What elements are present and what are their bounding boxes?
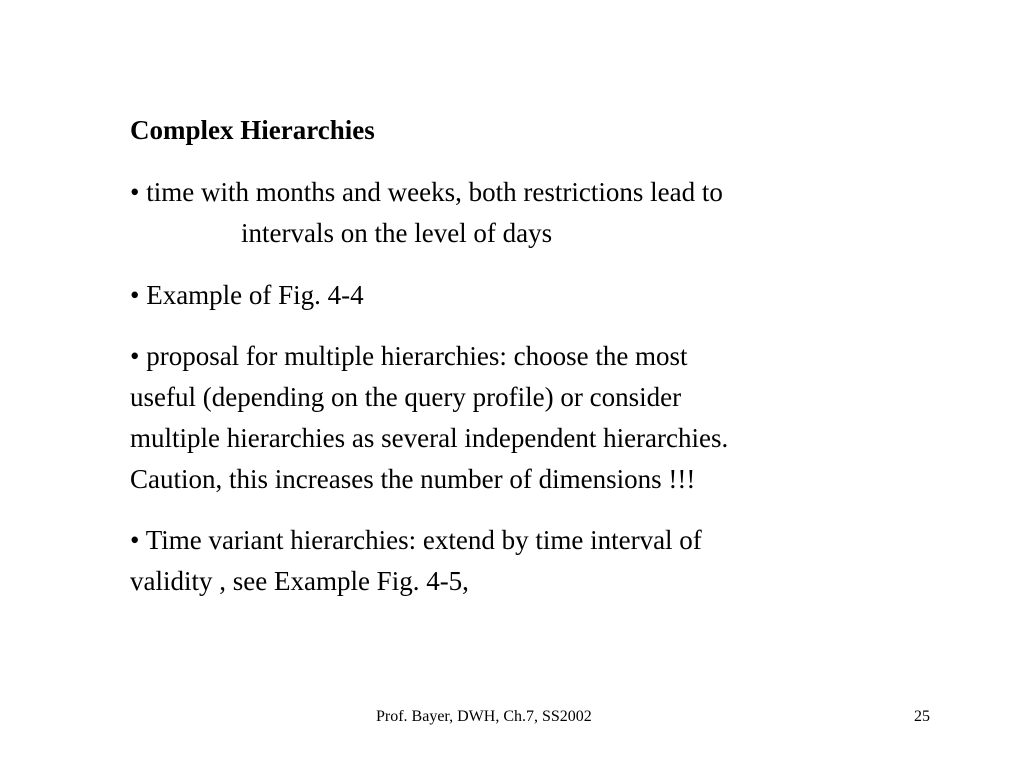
bullet-3-line-3: multiple hierarchies as several independent hierarchies. [130,423,729,453]
footer-credit: Prof. Bayer, DWH, Ch.7, SS2002 [376,708,592,725]
bullet-4-line-2: validity , see Example Fig. 4-5, [130,566,469,596]
bullet-3-line-4: Caution, this increases the number of dimensions !!! [130,464,696,494]
bullet-4-line-1: • Time variant hierarchies: extend by time interval of [130,525,702,555]
bullet-3-line-1: • proposal for multiple hierarchies: choose the most [130,341,688,371]
bullet-1-line-2: intervals on the level of days [241,218,553,248]
bullet-1-line-1: • time with months and weeks, both restrictions lead to [130,177,723,207]
bullet-3-line-2: useful (depending on the query profile) or consider [130,382,682,412]
slide-title: Complex Hierarchies [130,115,375,145]
page-number: 25 [914,708,930,725]
bullet-2-line-1: • Example of Fig. 4-4 [130,280,364,310]
